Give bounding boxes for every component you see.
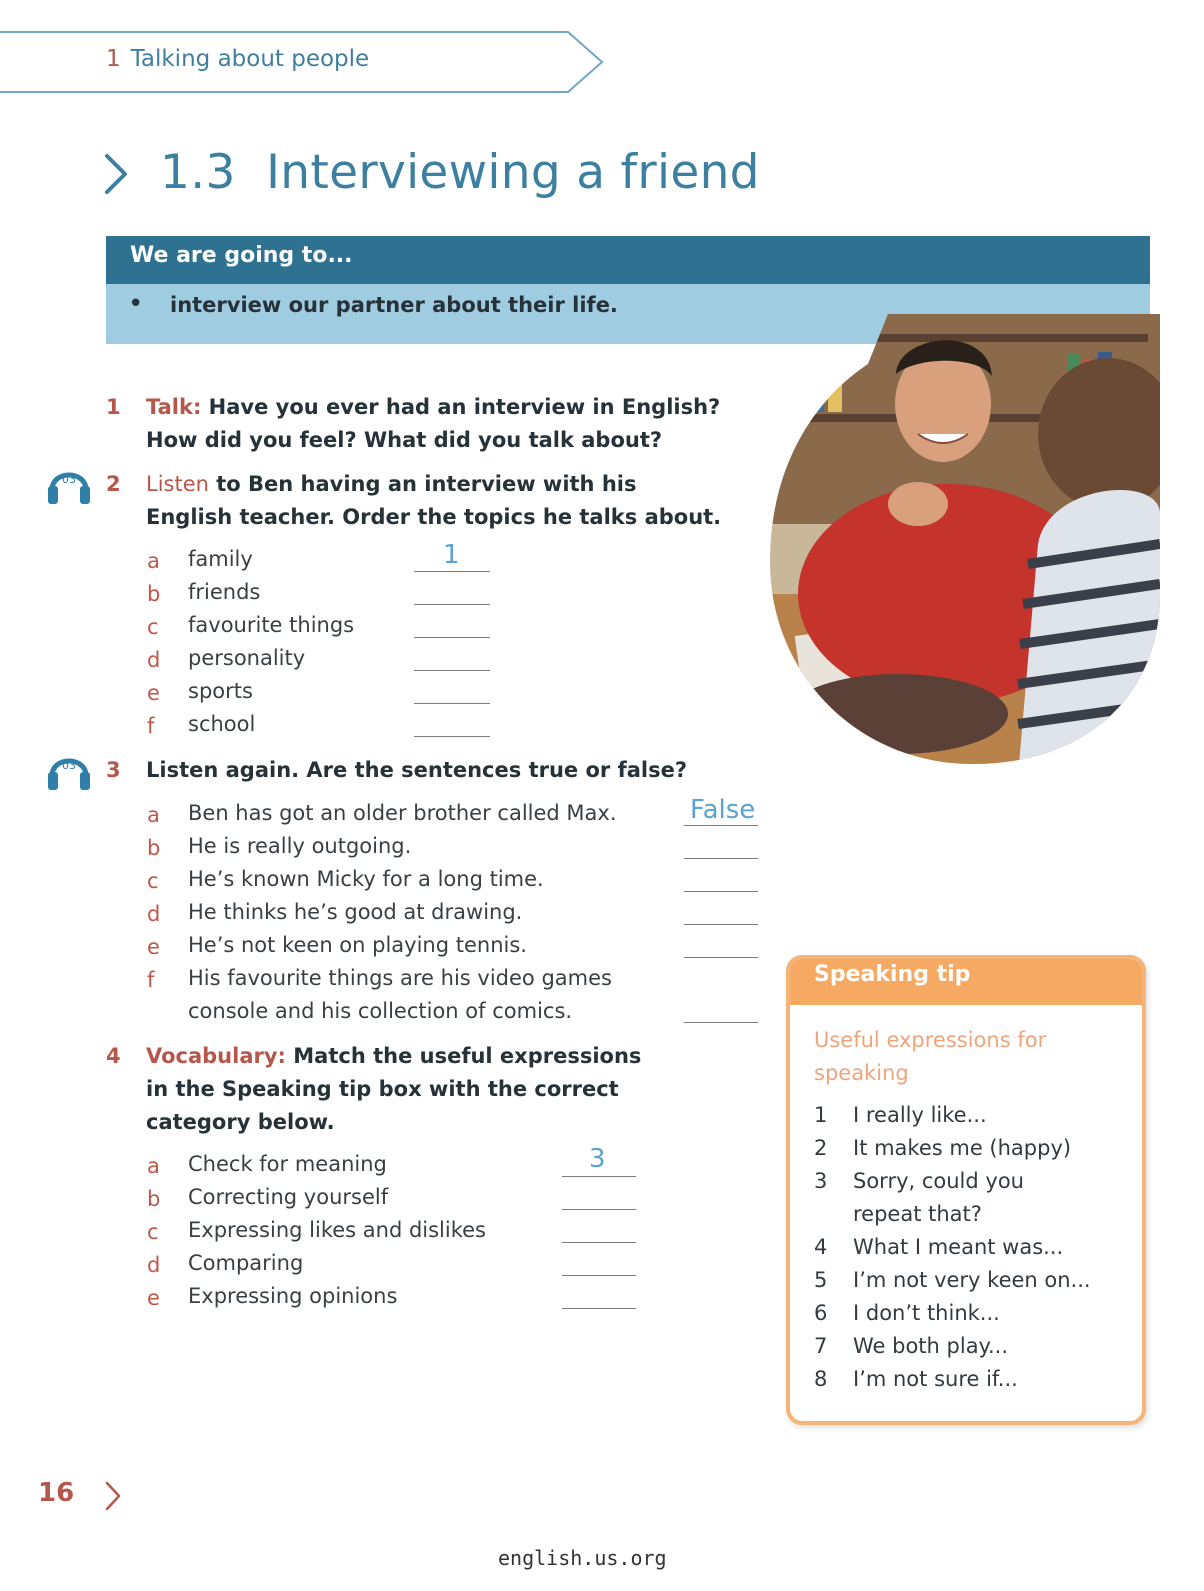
expression-number: 8 xyxy=(814,1367,828,1391)
item-letter: e xyxy=(147,1286,160,1310)
exercise4-line2: in the Speaking tip box with the correct xyxy=(146,1077,619,1101)
answer-blank[interactable] xyxy=(562,1176,636,1177)
statement-item: He thinks he’s good at drawing. xyxy=(188,900,523,924)
item-letter: c xyxy=(147,615,159,639)
title-chevron-icon xyxy=(102,152,130,196)
item-letter: b xyxy=(147,1187,161,1211)
bullet-icon: • xyxy=(128,289,144,319)
expression-text: What I meant was... xyxy=(853,1235,1064,1259)
answer-blank[interactable] xyxy=(414,637,490,638)
item-letter: b xyxy=(147,836,161,860)
lesson-title-text: Interviewing a friend xyxy=(266,145,760,200)
expression-number: 1 xyxy=(814,1103,828,1127)
exercise2-line1: to Ben having an interview with his xyxy=(216,472,637,496)
answer-blank[interactable] xyxy=(562,1209,636,1210)
answer-blank[interactable] xyxy=(684,1022,758,1023)
topic-item: personality xyxy=(188,646,306,670)
topic-item: school xyxy=(188,712,256,736)
expression-number: 2 xyxy=(814,1136,828,1160)
speaking-tip-title: Speaking tip xyxy=(814,962,971,987)
statement-item: He’s not keen on playing tennis. xyxy=(188,933,527,957)
topic-item: family xyxy=(188,547,253,571)
unit-number: 1 xyxy=(106,46,121,72)
next-page-chevron-icon[interactable] xyxy=(104,1480,122,1512)
topic-item: friends xyxy=(188,580,261,604)
category-item: Expressing likes and dislikes xyxy=(188,1218,486,1242)
statement-item: He’s known Micky for a long time. xyxy=(188,867,544,891)
exercise3-text-a: Listen again. Are the sentences xyxy=(146,758,522,782)
answer-blank[interactable] xyxy=(414,604,490,605)
objective-item: interview our partner about their life. xyxy=(170,293,618,317)
statement-item: His favourite things are his video games xyxy=(188,966,612,990)
answer-blank[interactable] xyxy=(562,1275,636,1276)
topic-item: favourite things xyxy=(188,613,355,637)
item-letter: d xyxy=(147,902,161,926)
item-letter: a xyxy=(147,1154,160,1178)
expression-text: I’m not sure if... xyxy=(853,1367,1018,1391)
exercise2-instructions xyxy=(146,468,721,534)
answer-blank[interactable] xyxy=(562,1308,636,1309)
answer-blank[interactable] xyxy=(684,957,758,958)
item-letter: d xyxy=(147,648,161,672)
item-letter: b xyxy=(147,582,161,606)
unit-header xyxy=(106,46,369,72)
exercise-number: 1 xyxy=(106,395,121,419)
expression-text: I’m not very keen on... xyxy=(853,1268,1091,1292)
exercise3-text-b: true or false xyxy=(528,758,675,782)
lesson-number: 1.3 xyxy=(160,145,236,200)
item-letter: e xyxy=(147,681,160,705)
answer-blank[interactable] xyxy=(414,703,490,704)
expression-number: 3 xyxy=(814,1169,828,1193)
exercise-number: 4 xyxy=(106,1044,121,1068)
expression-number: 5 xyxy=(814,1268,828,1292)
item-letter: a xyxy=(147,803,160,827)
speaking-tip-subtitle: Useful expressions for speaking xyxy=(814,1028,1047,1085)
exercise-number: 2 xyxy=(106,472,121,496)
expression-text: We both play... xyxy=(853,1334,1009,1358)
answer-blank[interactable] xyxy=(414,670,490,671)
topic-item: sports xyxy=(188,679,253,703)
answer-blank[interactable] xyxy=(684,858,758,859)
answer-blank[interactable] xyxy=(414,571,490,572)
item-letter: c xyxy=(147,869,159,893)
expression-text: I really like... xyxy=(853,1103,987,1127)
answer-blank[interactable] xyxy=(414,736,490,737)
unit-title: Talking about people xyxy=(130,46,370,72)
answer-blank[interactable] xyxy=(684,924,758,925)
item-letter: a xyxy=(147,549,160,573)
expression-text: I don’t think... xyxy=(853,1301,1000,1325)
category-item: Correcting yourself xyxy=(188,1185,389,1209)
track-number: 03 xyxy=(62,473,76,486)
handwritten-answer[interactable]: 3 xyxy=(589,1144,606,1174)
item-letter: e xyxy=(147,935,160,959)
category-item: Comparing xyxy=(188,1251,304,1275)
exercise3-text-c: ? xyxy=(674,758,688,782)
exercise1-line2: How did you feel? What did you talk about? xyxy=(146,428,663,452)
category-item: Expressing opinions xyxy=(188,1284,398,1308)
handwritten-answer[interactable]: 1 xyxy=(443,540,460,570)
lesson-title xyxy=(160,145,760,200)
exercise-number: 3 xyxy=(106,758,121,782)
expression-text: Sorry, could you xyxy=(853,1169,1024,1193)
exercise2-line2: English teacher. Order the topics he talks about. xyxy=(146,505,722,529)
watermark: english.us.org xyxy=(498,1546,667,1570)
statement-item: Ben has got an older brother called Max. xyxy=(188,801,617,825)
exercise1-instructions xyxy=(146,391,720,457)
exercise4-line1: Match the useful expressions xyxy=(293,1044,642,1068)
answer-blank[interactable] xyxy=(562,1242,636,1243)
item-letter: f xyxy=(147,714,155,738)
headphones-audio-icon[interactable] xyxy=(46,746,92,792)
statement-item: He is really outgoing. xyxy=(188,834,412,858)
exercise4-instructions xyxy=(146,1040,641,1139)
handwritten-answer[interactable]: False xyxy=(690,795,756,825)
exercise1-keyword: Talk: xyxy=(146,395,202,419)
expression-number: 7 xyxy=(814,1334,828,1358)
expression-number: 4 xyxy=(814,1235,828,1259)
headphones-audio-icon[interactable] xyxy=(46,460,92,506)
track-number: 03 xyxy=(62,759,76,772)
objectives-heading: We are going to... xyxy=(130,243,353,268)
exercise2-keyword: Listen xyxy=(146,472,209,496)
exercise4-line3: category below. xyxy=(146,1110,335,1134)
exercise3-instructions xyxy=(146,754,687,787)
page-number: 16 xyxy=(38,1478,75,1508)
expression-number: 6 xyxy=(814,1301,828,1325)
expression-text-continued: repeat that? xyxy=(853,1202,982,1226)
statement-item-continued: console and his collection of comics. xyxy=(188,999,573,1023)
item-letter: d xyxy=(147,1253,161,1277)
answer-blank[interactable] xyxy=(684,891,758,892)
answer-blank[interactable] xyxy=(684,825,758,826)
interview-photo xyxy=(768,294,1160,776)
exercise1-line1: Have you ever had an interview in English? xyxy=(208,395,721,419)
item-letter: c xyxy=(147,1220,159,1244)
category-item: Check for meaning xyxy=(188,1152,387,1176)
exercise4-keyword: Vocabulary: xyxy=(146,1044,286,1068)
expression-text: It makes me (happy) xyxy=(853,1136,1072,1160)
item-letter: f xyxy=(147,968,155,992)
